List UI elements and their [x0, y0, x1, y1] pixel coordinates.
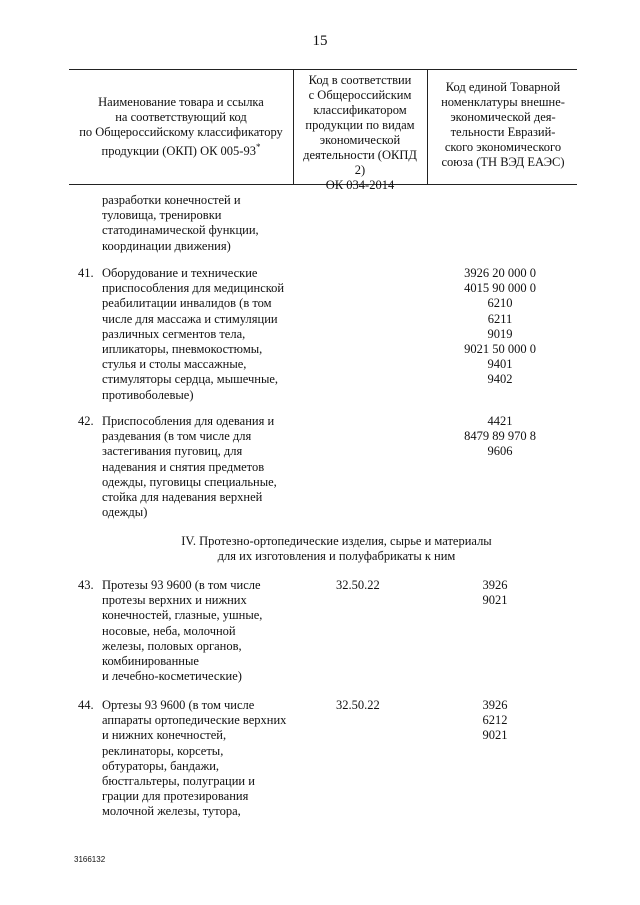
- item-okpd-code: 32.50.22: [336, 698, 380, 712]
- page-number: 15: [312, 33, 328, 49]
- item-tnved-codes: 3926 9021: [482, 578, 508, 608]
- item-tnved-codes: 4421 8479 89 970 8 9606: [464, 414, 536, 459]
- header-divider-2: [427, 69, 428, 184]
- item-number: 41.: [78, 266, 94, 280]
- table-top-border: [69, 69, 577, 70]
- item-tnved-codes: 3926 20 000 0 4015 90 000 0 6210 6211 9019 9021 50 000 0 9401 9402: [464, 266, 536, 387]
- item-number: 44.: [78, 698, 94, 712]
- item-number: 42.: [78, 414, 94, 428]
- document-id: 3166132: [74, 855, 106, 864]
- item-description: Протезы 93 9600 (в том числе протезы верхних и нижних конечностей, глазные, ушные, носовые, неба, молочной железы, половых органов, комбинированные и лечебно-косметические): [102, 578, 263, 684]
- item-description: Ортезы 93 9600 (в том числе аппараты ортопедические верхних и нижних конечностей, реклинаторы, корсеты, обтураторы, бандажи, бюстгальтеры, полуграции и грации для протезирования молочной железы, тутора,: [102, 698, 287, 819]
- item-description: Приспособления для одевания и раздевания (в том числе для застегивания пуговиц, для надевания и снятия предметов одежды, пуговицы специальные, стойка для надевания верхней одежды): [102, 414, 277, 520]
- header-divider-1: [293, 69, 294, 184]
- item-description: Оборудование и технические приспособления для медицинской реабилитации инвалидов (в том числе для массажа и стимуляции различных сегментов тела, ипликаторы, пневмокостюмы, стулья и столы массажные, стимуляторы сердца, мышечные, противоболевые): [102, 266, 285, 402]
- header-col-okpd: Код в соответствии с Общероссийским классификатором продукции по видам экономической деятельности (ОКПД 2) ОК 034-2014: [303, 73, 417, 192]
- item-tnved-codes: 3926 6212 9021: [482, 698, 508, 743]
- item-number: 43.: [78, 578, 94, 592]
- header-col-name: Наименование товара и ссылка на соответствующий код по Общероссийскому классификатору продукции (ОКП) ОК 005-93*: [79, 95, 283, 159]
- item-okpd-code: 32.50.22: [336, 578, 380, 592]
- footnote-marker: *: [255, 142, 261, 152]
- section-heading: IV. Протезно-ортопедические изделия, сырье и материалы для их изготовления и полуфабрикаты к ним: [181, 534, 492, 564]
- continuation-text: разработки конечностей и туловища, тренировки статодинамической функции, координации движения): [102, 193, 259, 253]
- header-col-tnved: Код единой Товарной номенклатуры внешне- экономической дея- тельности Евразий- ского экономического союза (ТН ВЭД ЕАЭС): [441, 80, 565, 169]
